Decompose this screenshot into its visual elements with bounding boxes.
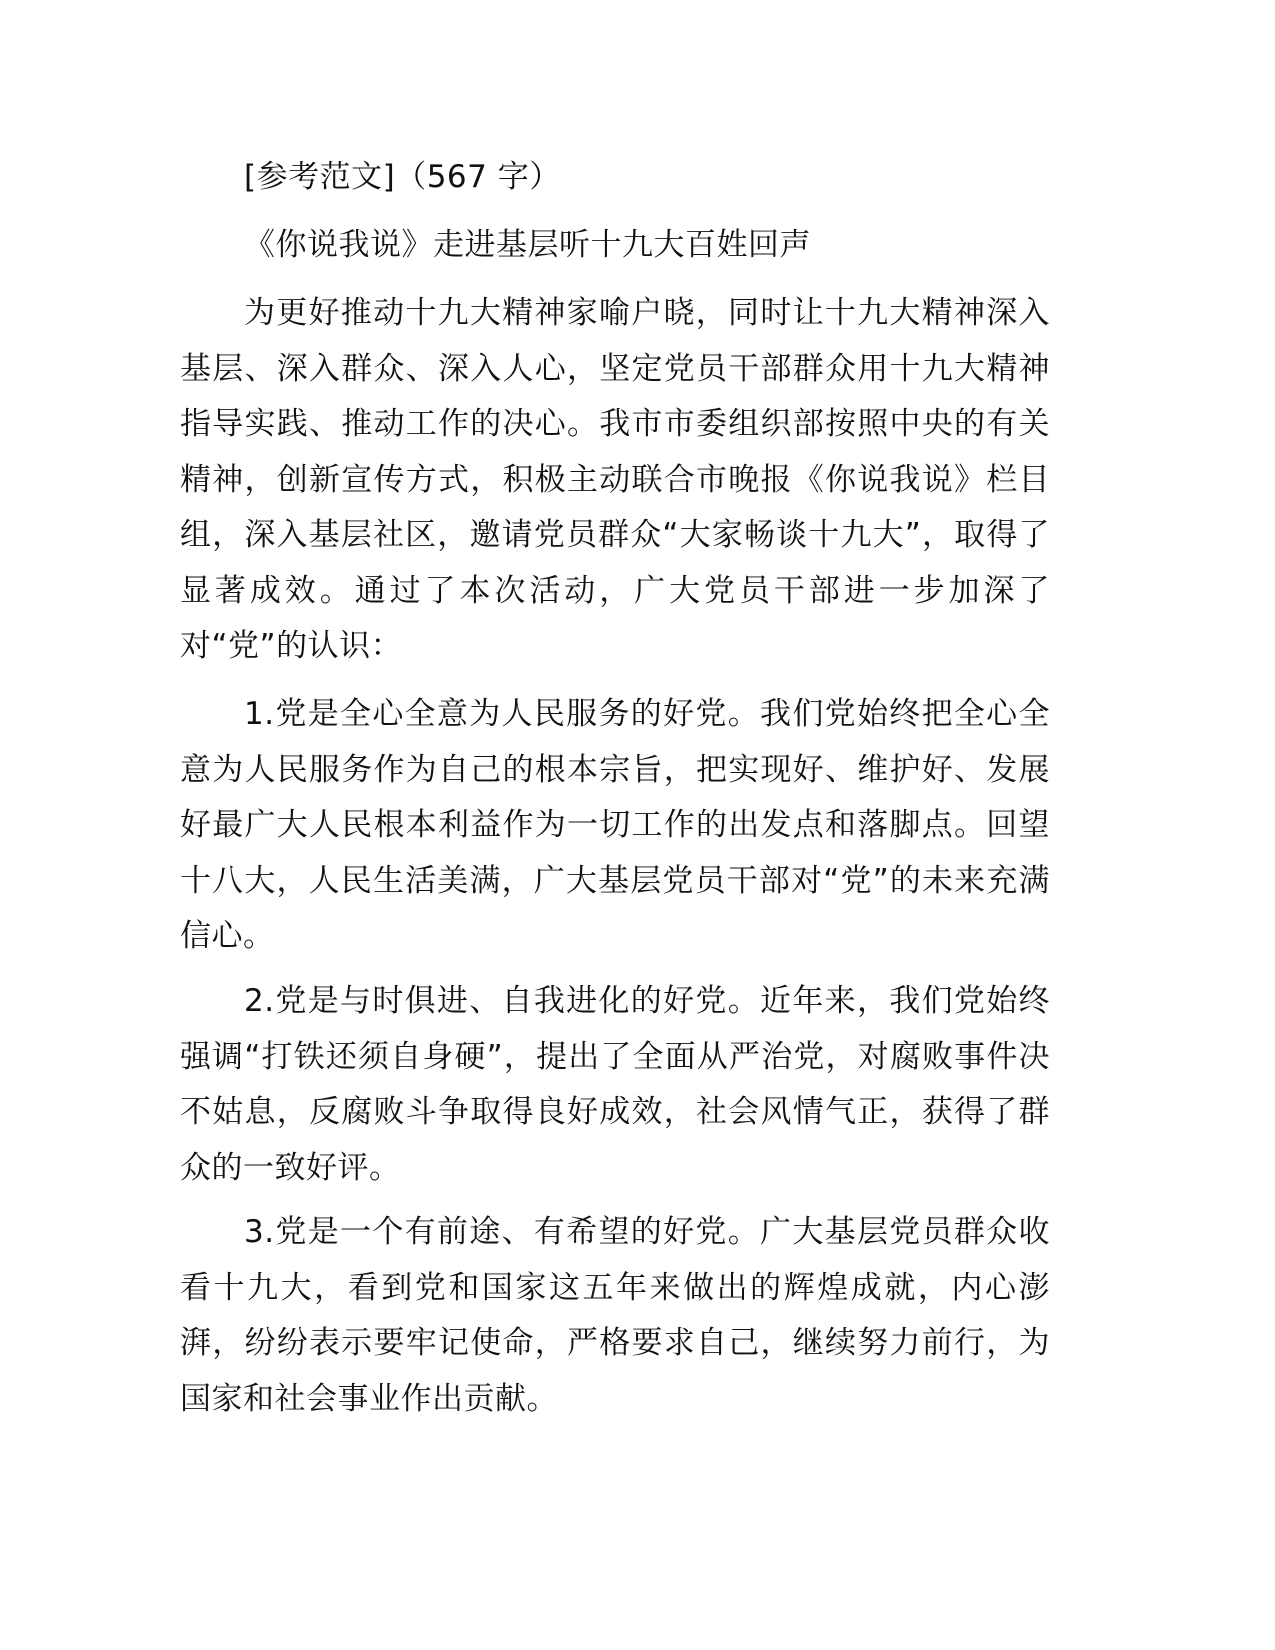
point-1-paragraph: 1.党是全心全意为人民服务的好党。我们党始终把全心全意为人民服务作为自己的根本宗旨，把实现好、维护好、发展好最广大人民根本利益作为一切工作的出发点和落脚点。回望十八大，人民生活美满，广大基层党员干部对“党”的未来充满信心。 [180, 696, 1050, 954]
document-title: 《你说我说》走进基层听十九大百姓回声 [244, 227, 811, 263]
point-2-paragraph: 2.党是与时俱进、自我进化的好党。近年来，我们党始终强调“打铁还须自身硬”，提出了全面从严治党，对腐败事件决不姑息，反腐败斗争取得良好成效，社会风情气正，获得了群众的一致好评。 [180, 983, 1050, 1186]
word-count-label: [参考范文]（567 字） [244, 159, 561, 195]
point-3-paragraph: 3.党是一个有前途、有希望的好党。广大基层党员群众收看十九大，看到党和国家这五年来做出的辉煌成就，内心澎湃，纷纷表示要牢记使命，严格要求自己，继续努力前行，为国家和社会事业作出贡献。 [180, 1214, 1050, 1417]
intro-paragraph: 为更好推动十九大精神家喻户晓，同时让十九大精神深入基层、深入群众、深入人心，坚定党员干部群众用十九大精神指导实践、推动工作的决心。我市市委组织部按照中央的有关精神，创新宣传方式，积极主动联合市晚报《你说我说》栏目组，深入基层社区，邀请党员群众“大家畅谈十九大”，取得了显著成效。通过了本次活动，广大党员干部进一步加深了对“党”的认识： [180, 295, 1050, 664]
